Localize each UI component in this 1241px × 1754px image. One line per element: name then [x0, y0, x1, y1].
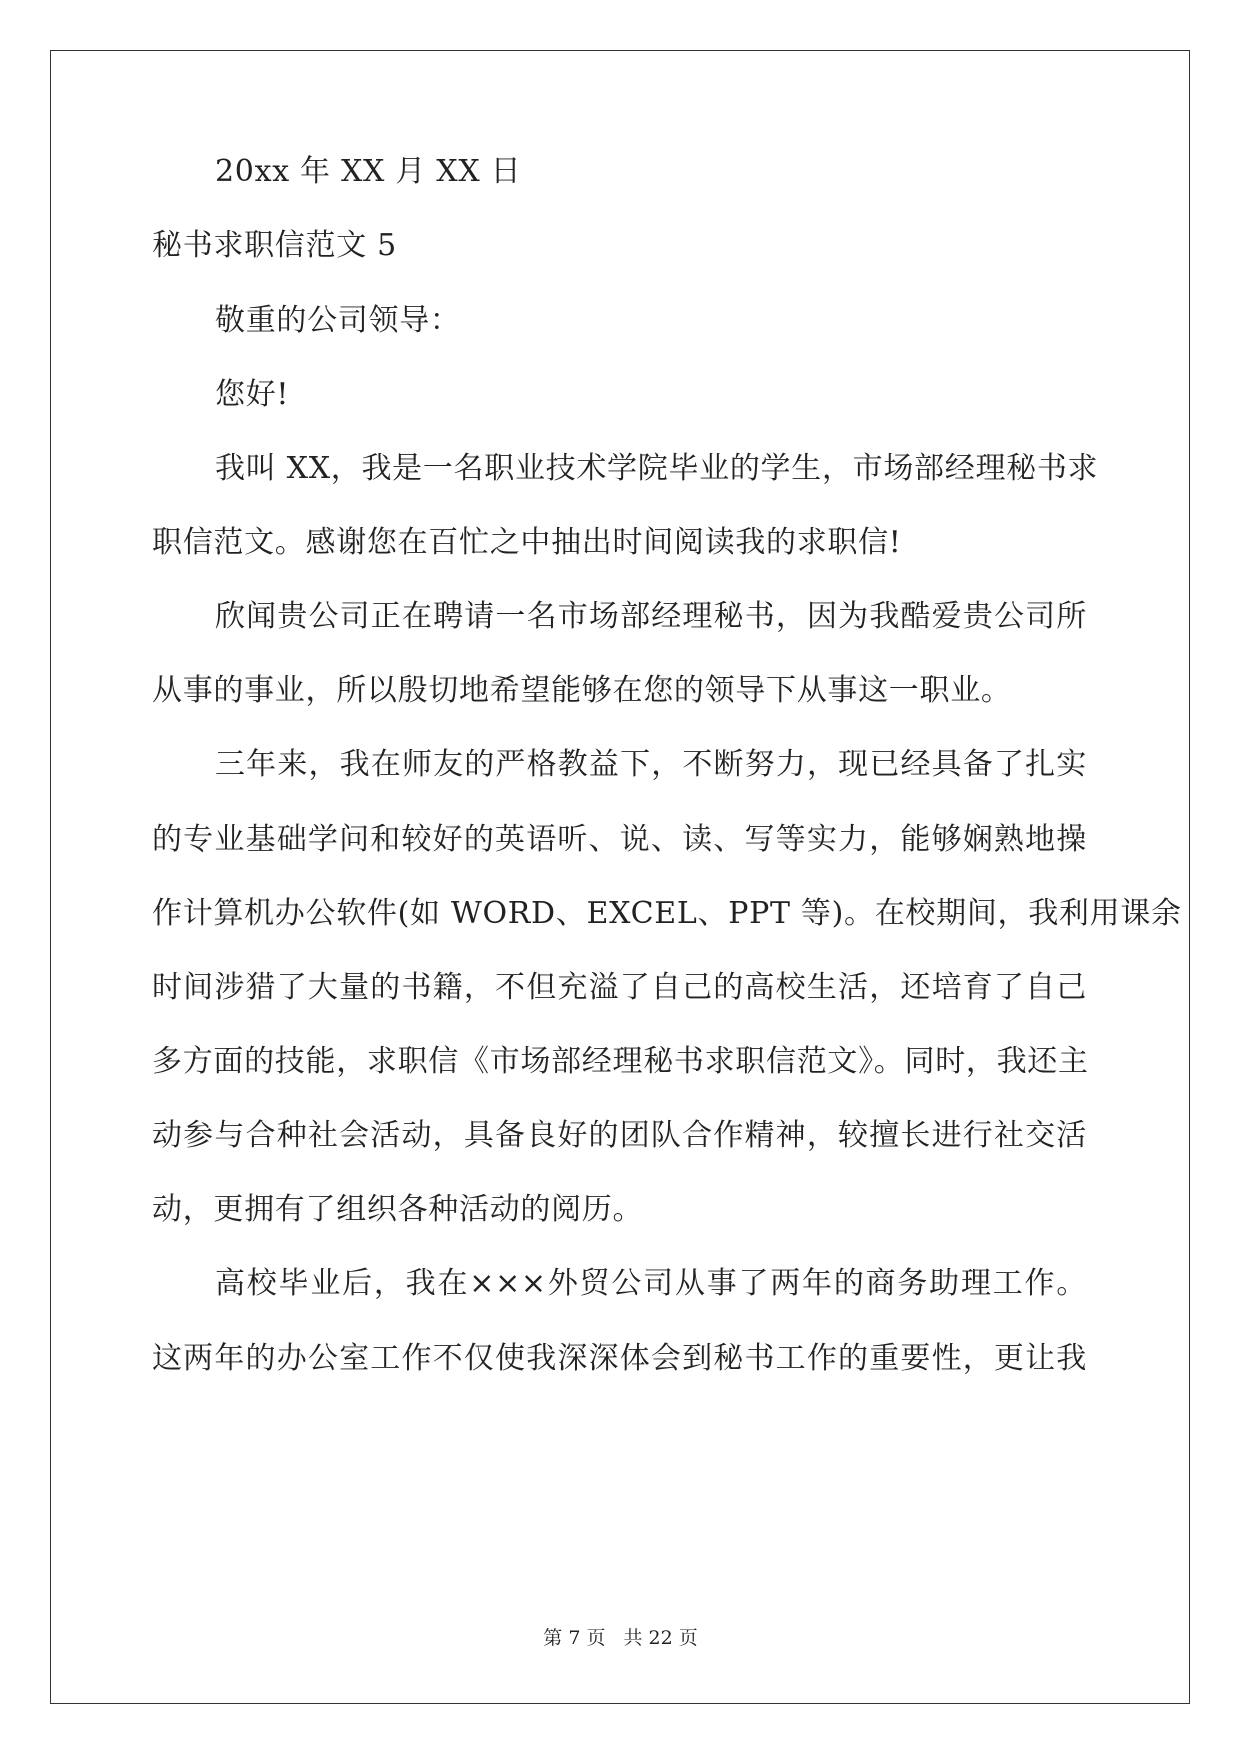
page-footer: [0, 1626, 1241, 1650]
paragraph-4-line-1: 高校毕业后，我在×××外贸公司从事了两年的商务助理工作。: [215, 1266, 1087, 1301]
paragraph-3-line-2: 的专业基础学问和较好的英语听、说、读、写等实力，能够娴熟地操: [152, 822, 1087, 857]
section-heading: 秘书求职信范文 5: [152, 228, 397, 263]
paragraph-3-line-7: 动，更拥有了组织各种活动的阅历。: [152, 1192, 644, 1227]
paragraph-3-line-5: 多方面的技能，求职信《市场部经理秘书求职信范文》。同时，我还主: [152, 1044, 1089, 1079]
page-total: 共 22 页: [623, 1627, 698, 1649]
salutation: 敬重的公司领导：: [215, 303, 461, 338]
paragraph-3-line-6: 动参与合种社会活动，具备良好的团队合作精神，较擅长进行社交活: [152, 1118, 1087, 1153]
paragraph-1-line-1: 我叫 XX，我是一名职业技术学院毕业的学生，市场部经理秘书求: [215, 451, 1099, 486]
letter-date: 20xx 年 XX 月 XX 日: [215, 154, 522, 189]
paragraph-2-line-2: 从事的事业，所以殷切地希望能够在您的领导下从事这一职业。: [152, 673, 1012, 708]
paragraph-2-line-1: 欣闻贵公司正在聘请一名市场部经理秘书，因为我酷爱贵公司所: [215, 599, 1087, 634]
paragraph-3-line-4: 时间涉猎了大量的书籍，不但充溢了自己的高校生活，还培育了自己: [152, 970, 1087, 1005]
paragraph-4-line-2: 这两年的办公室工作不仅使我深深体会到秘书工作的重要性，更让我: [152, 1341, 1087, 1376]
page-number: 第 7 页: [543, 1627, 606, 1649]
paragraph-1-line-2: 职信范文。感谢您在百忙之中抽出时间阅读我的求职信!: [152, 525, 902, 560]
paragraph-3-line-3: 作计算机办公软件(如 WORD、EXCEL、PPT 等)。在校期间，我利用课余: [152, 896, 1182, 931]
page-border: [50, 50, 1190, 1704]
paragraph-3-line-1: 三年来，我在师友的严格教益下，不断努力，现已经具备了扎实: [215, 747, 1087, 782]
greeting: 您好!: [215, 377, 290, 412]
